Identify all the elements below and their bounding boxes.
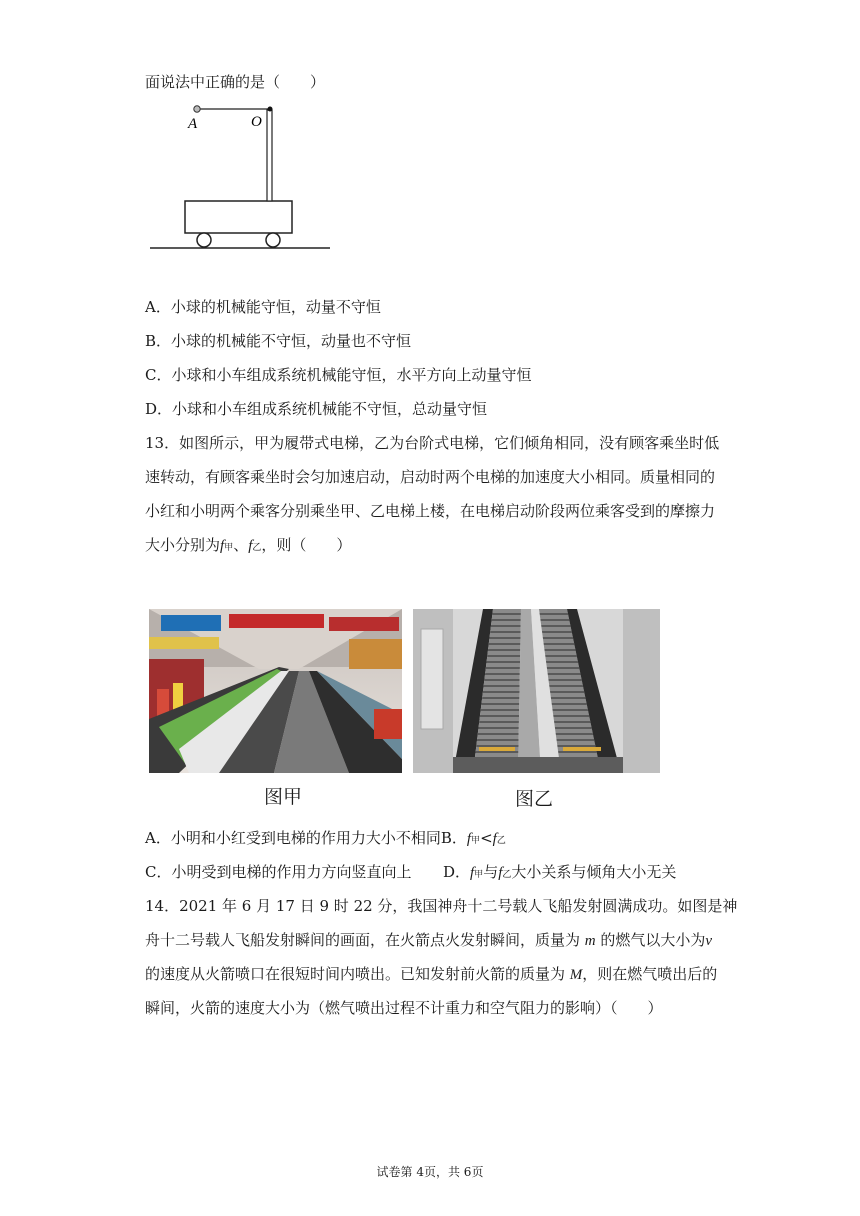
cart-pendulum-figure bbox=[145, 100, 335, 255]
q12-option-a: A．小球的机械能守恒，动量不守恒 bbox=[145, 298, 381, 316]
pivot-point bbox=[268, 107, 273, 112]
step-escalator-photo bbox=[413, 609, 660, 773]
q12-option-b: B．小球的机械能不守恒，动量也不守恒 bbox=[145, 332, 412, 350]
q13-stem-line-1: 13．如图所示，甲为履带式电梯，乙为台阶式电梯，它们倾角相同，没有顾客乘坐时低 bbox=[145, 434, 720, 452]
caption-yi: 图乙 bbox=[515, 788, 554, 810]
q12-option-d: D．小球和小车组成系统机械能不守恒，总动量守恒 bbox=[145, 400, 488, 418]
cart-wheel-left bbox=[197, 233, 211, 247]
q14-stem-line-3: 的速度从火箭喷口在很短时间内喷出。已知发射前火箭的质量为 M，则在燃气喷出后的 bbox=[145, 965, 718, 983]
q13-options-ab: A．小明和小红受到电梯的作用力大小不相同B．f甲<f乙 bbox=[145, 829, 506, 847]
q12-stem-tail: 面说法中正确的是（ ） bbox=[145, 73, 326, 91]
q14-stem-line-4: 瞬间，火箭的速度大小为（燃气喷出过程不计重力和空气阻力的影响）（ ） bbox=[145, 999, 663, 1017]
q13-option-d: D．f甲与f乙大小关系与倾角大小无关 bbox=[443, 863, 677, 881]
belt-escalator-photo bbox=[149, 609, 402, 773]
label-o: O bbox=[251, 114, 262, 130]
q13-option-b: B． bbox=[440, 829, 467, 847]
label-a: A bbox=[188, 116, 198, 132]
small-ball bbox=[194, 106, 200, 112]
q13-option-a: A．小明和小红受到电梯的作用力大小不相同 bbox=[145, 829, 441, 847]
q13-options-cd bbox=[145, 862, 411, 882]
caption-jia: 图甲 bbox=[264, 786, 303, 808]
q14-stem-line-1: 14．2021 年 6 月 17 日 9 时 22 分，我国神舟十二号载人飞船发射圆满成功。如图是神 bbox=[145, 897, 738, 915]
cart-pole bbox=[267, 110, 272, 201]
page-footer: 试卷第 4页，共 6页 bbox=[376, 1165, 484, 1179]
q14-stem-line-2: 舟十二号载人飞船发射瞬间的画面，在火箭点火发射瞬间，质量为 m 的燃气以大小为v bbox=[145, 931, 713, 949]
q12-option-c: C．小球和小车组成系统机械能守恒，水平方向上动量守恒 bbox=[145, 366, 532, 384]
q13-stem-line-2: 速转动，有顾客乘坐时会匀加速启动，启动时两个电梯的加速度大小相同。质量相同的 bbox=[145, 468, 716, 486]
cart-body bbox=[185, 201, 292, 233]
q13-stem-line-4: 大小分别为f甲、f乙，则（ ） bbox=[145, 536, 352, 554]
cart-wheel-right bbox=[266, 233, 280, 247]
q13-option-c: C．小明受到电梯的作用力方向竖直向上 bbox=[145, 863, 412, 881]
q13-stem-line-3: 小红和小明两个乘客分别乘坐甲、乙电梯上楼，在电梯启动阶段两位乘客受到的摩擦力 bbox=[145, 502, 716, 520]
